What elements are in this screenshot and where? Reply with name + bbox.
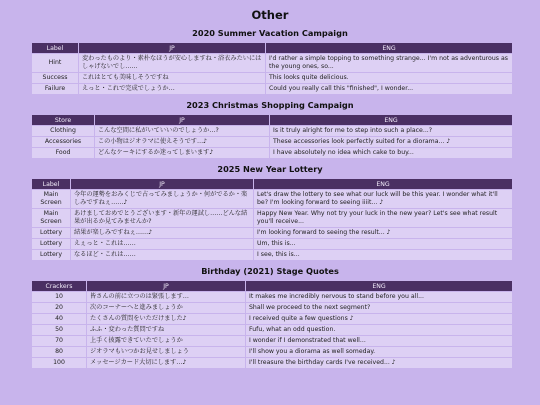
- row-label: Food: [32, 148, 94, 158]
- row-label: 100: [32, 358, 86, 368]
- table-row: [32, 54, 512, 72]
- jp-cell: えぇっと・これは……: [71, 239, 253, 249]
- row-label: Hint: [32, 54, 78, 72]
- jp-cell: 今年の運勢をおみくじで占ってみましょうか・何がでるか・楽しみですねぇ……♪: [71, 190, 253, 208]
- section: [31, 28, 509, 95]
- row-label: Main Screen: [32, 209, 70, 227]
- column-header: ENG: [246, 281, 512, 291]
- eng-cell: I'll treasure the birthday cards I've received... ♪: [246, 358, 512, 368]
- column-header: JP: [71, 179, 253, 189]
- jp-cell: ジオラマもいつかお見せしましょう: [87, 347, 245, 357]
- jp-cell: どんなケーキにするか迷ってしまいます♪: [95, 148, 269, 158]
- jp-cell: これはとても美味しそうですね: [79, 73, 265, 83]
- row-label: Accessories: [32, 137, 94, 147]
- eng-cell: Let's draw the lottery to see what our luck will be this year. I wonder what it'll be? I'm looking forward to seeing iiiit... ♪: [254, 190, 512, 208]
- eng-cell: I received quite a few questions ♪: [246, 314, 512, 324]
- quote-table: [31, 42, 513, 95]
- quote-table: [31, 280, 513, 369]
- row-label: Main Screen: [32, 190, 70, 208]
- table-row: [32, 126, 512, 136]
- table-row: [32, 336, 512, 346]
- jp-cell: ふふ・変わった質問ですね: [87, 325, 245, 335]
- eng-cell: Could you really call this "finished", I wonder...: [266, 84, 512, 94]
- row-label: 20: [32, 303, 86, 313]
- eng-cell: I'd rather a simple topping to something strange... I'm not as adventurous as the young ones, so...: [266, 54, 512, 72]
- row-label: 80: [32, 347, 86, 357]
- table-row: [32, 228, 512, 238]
- table-row: [32, 137, 512, 147]
- section: [31, 164, 509, 261]
- table-row: [32, 325, 512, 335]
- eng-cell: These accessories look perfectly suited for a diorama... ♪: [270, 137, 512, 147]
- table-row: [32, 292, 512, 302]
- column-header: JP: [87, 281, 245, 291]
- eng-cell: Is it truly alright for me to step into such a place...?: [270, 126, 512, 136]
- column-header: Label: [32, 43, 78, 53]
- table-header-row: [32, 281, 512, 291]
- jp-cell: なるほど・これは……: [71, 250, 253, 260]
- table-row: [32, 73, 512, 83]
- row-label: 70: [32, 336, 86, 346]
- row-label: 50: [32, 325, 86, 335]
- column-header: ENG: [254, 179, 512, 189]
- eng-cell: It makes me incredibly nervous to stand before you all...: [246, 292, 512, 302]
- table-row: [32, 250, 512, 260]
- jp-cell: 結果が楽しみですねぇ……♪: [71, 228, 253, 238]
- jp-cell: 上手く披露できていたでしょうか: [87, 336, 245, 346]
- eng-cell: I'll show you a diorama as well someday.: [246, 347, 512, 357]
- column-header: JP: [79, 43, 265, 53]
- row-label: 10: [32, 292, 86, 302]
- eng-cell: Shall we proceed to the next segment?: [246, 303, 512, 313]
- jp-cell: あけましておめでとうございます・新年の運試し……どんな結果が出るか見てみませんか?: [71, 209, 253, 227]
- jp-cell: この小物はジオラマに使えそうです…♪: [95, 137, 269, 147]
- column-header: JP: [95, 115, 269, 125]
- row-label: Lottery: [32, 228, 70, 238]
- eng-cell: I wonder if I demonstrated that well...: [246, 336, 512, 346]
- section: [31, 266, 509, 369]
- page-title: Other: [251, 8, 289, 22]
- jp-cell: 次のコーナーへと進みましょうか: [87, 303, 245, 313]
- table-row: [32, 148, 512, 158]
- eng-cell: Happy New Year. Why not try your luck in the new year? Let's see what result you'll receive...: [254, 209, 512, 227]
- column-header: Store: [32, 115, 94, 125]
- row-label: 40: [32, 314, 86, 324]
- column-header: Crackers: [32, 281, 86, 291]
- jp-cell: えっと・これで完成でしょうか…: [79, 84, 265, 94]
- jp-cell: 皆さんの前に立つのは緊張します…: [87, 292, 245, 302]
- table-header-row: [32, 43, 512, 53]
- table-row: [32, 239, 512, 249]
- column-header: ENG: [270, 115, 512, 125]
- eng-cell: Um, this is...: [254, 239, 512, 249]
- row-label: Clothing: [32, 126, 94, 136]
- column-header: ENG: [266, 43, 512, 53]
- section-title: 2023 Christmas Shopping Campaign: [186, 100, 354, 110]
- section-title: 2020 Summer Vacation Campaign: [192, 28, 348, 38]
- row-label: Lottery: [32, 250, 70, 260]
- jp-cell: メッセージカード大切にします…♪: [87, 358, 245, 368]
- table-row: [32, 84, 512, 94]
- table-row: [32, 303, 512, 313]
- row-label: Failure: [32, 84, 78, 94]
- quote-table: [31, 178, 513, 261]
- column-header: Label: [32, 179, 70, 189]
- eng-cell: Fufu, what an odd question.: [246, 325, 512, 335]
- table-row: [32, 358, 512, 368]
- sections-container: [31, 28, 509, 369]
- section-title: 2025 New Year Lottery: [217, 164, 323, 174]
- eng-cell: I'm looking forward to seeing the result... ♪: [254, 228, 512, 238]
- jp-cell: 変わったものより・素朴なほうが安心しますね・浴衣みたいにはしゃげないでし……: [79, 54, 265, 72]
- table-row: [32, 347, 512, 357]
- table-header-row: [32, 179, 512, 189]
- table-header-row: [32, 115, 512, 125]
- row-label: Success: [32, 73, 78, 83]
- jp-cell: こんな空間に私がいていいのでしょうか…?: [95, 126, 269, 136]
- table-row: [32, 209, 512, 227]
- section-title: Birthday (2021) Stage Quotes: [201, 266, 339, 276]
- table-row: [32, 190, 512, 208]
- quote-table: [31, 114, 513, 159]
- row-label: Lottery: [32, 239, 70, 249]
- table-row: [32, 314, 512, 324]
- eng-cell: This looks quite delicious.: [266, 73, 512, 83]
- eng-cell: I see, this is...: [254, 250, 512, 260]
- jp-cell: たくさんの質問をいただけました♪: [87, 314, 245, 324]
- eng-cell: I have absolutely no idea which cake to buy...: [270, 148, 512, 158]
- section: [31, 100, 509, 159]
